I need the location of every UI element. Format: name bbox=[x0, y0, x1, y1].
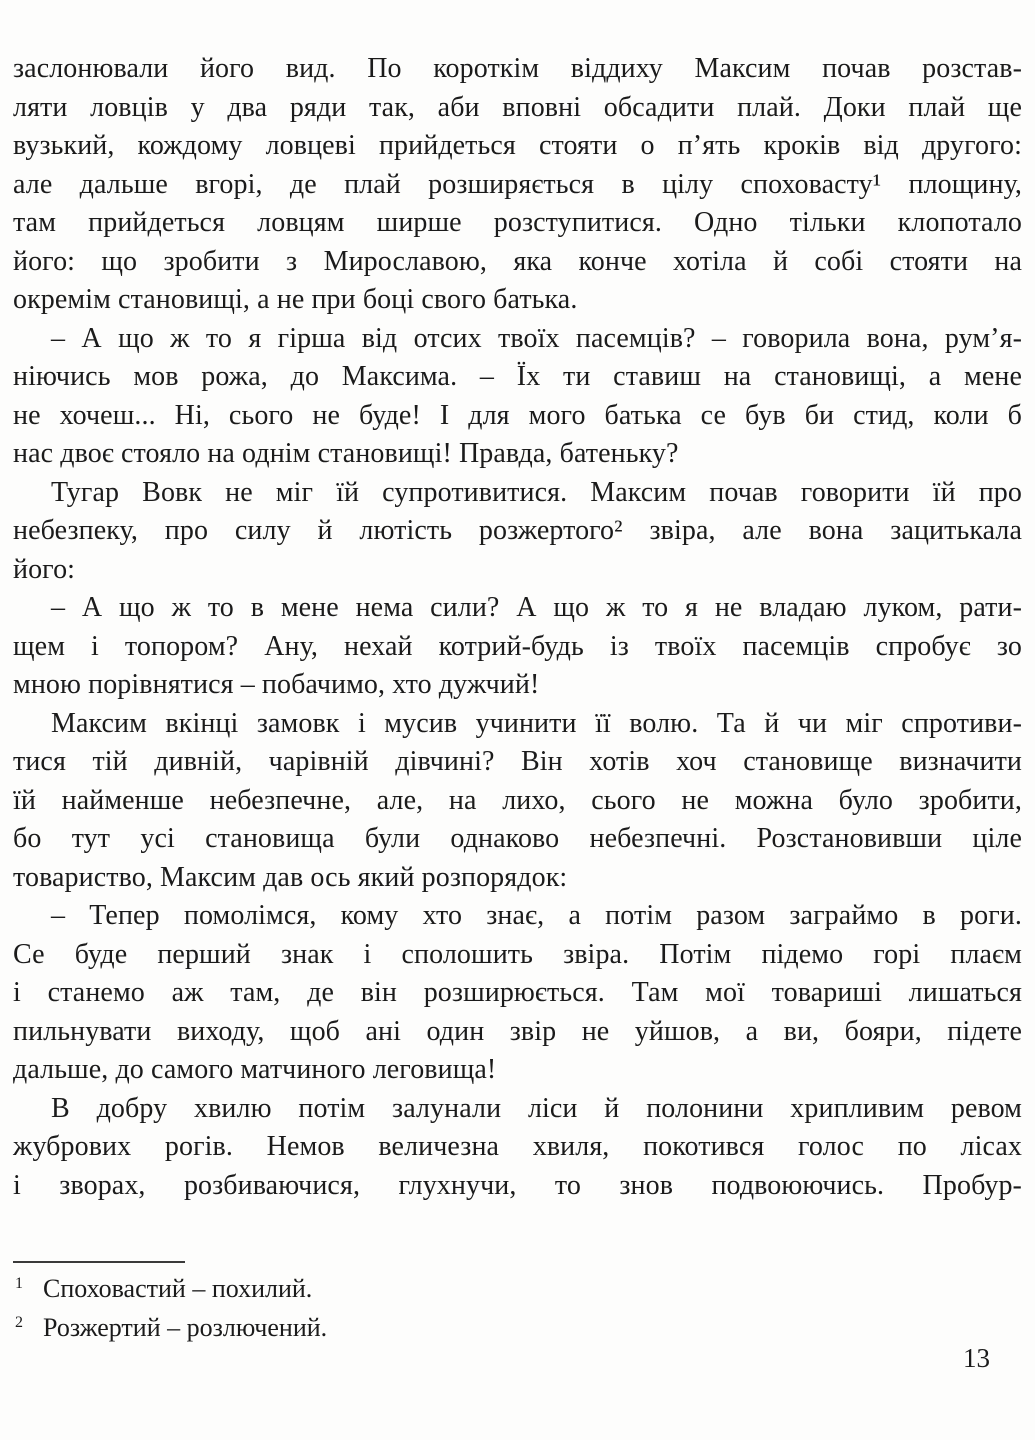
text-line: і зворах, розбиваючися, глухнучи, то знов подвоюючись. Пробур- bbox=[13, 1169, 1022, 1201]
text-line: їй найменше небезпечне, але, на лихо, сього не можна було зробити, bbox=[13, 784, 1022, 816]
text-line: В добру хвилю потім залунали ліси й полонини хрипливим ревом bbox=[51, 1092, 1022, 1124]
text-line: товариство, Максим дав ось який розпорядок: bbox=[13, 861, 568, 893]
text-line: заслонювали його вид. По короткім віддиху Максим почав розстав- bbox=[13, 53, 1022, 84]
text-line: Се буде перший знак і сполошить звіра. Потім підемо горі плаєм bbox=[13, 938, 1022, 970]
footnotes-section bbox=[13, 1261, 1022, 1349]
text-line: окремім становищі, а не при боці свого батька. bbox=[13, 284, 578, 315]
text-line: вузький, кождому ловцеві прийдеться стояти о п’ять кроків від другого: bbox=[13, 130, 1022, 161]
text-line: його: bbox=[13, 553, 76, 585]
footnote-item bbox=[13, 1310, 1022, 1349]
text-line: ляти ловців у два ряди так, аби вповні обсадити плай. Доки плай ще bbox=[13, 91, 1022, 123]
text-line: небезпеку, про силу й лютість розжертого² звіра, але вона зацитькала bbox=[13, 515, 1022, 546]
footnotes-list bbox=[13, 1271, 1022, 1349]
text-line: його: що зробити з Мирославою, яка конче хотіла й собі стояти на bbox=[13, 245, 1022, 277]
text-line: пильнувати виходу, щоб ані один звір не уйшов, а ви, бояри, підете bbox=[13, 1015, 1022, 1047]
text-line: ніючись мов рожа, до Максима. – Їх ти ставиш на становищі, а мене bbox=[13, 361, 1022, 392]
page-number: 13 bbox=[963, 1343, 990, 1373]
text-line: – Тепер помолімся, кому хто знає, а потім разом заграймо в роги. bbox=[51, 900, 1022, 931]
text-block bbox=[13, 50, 1022, 1205]
footnote-marker: 2 bbox=[15, 1314, 23, 1331]
footnote-divider bbox=[13, 1261, 185, 1263]
text-line: і станемо аж там, де він розширюється. Там мої товариші лишаться bbox=[13, 977, 1022, 1008]
text-line: там прийдеться ловцям ширше розступитися. Одно тільки клопотало bbox=[13, 207, 1022, 238]
text-line: Тугар Вовк не міг їй супротивитися. Максим почав говорити їй про bbox=[51, 476, 1022, 508]
text-line: не хочеш... Ні, сього не буде! І для мого батька се був би стид, коли б bbox=[13, 399, 1022, 431]
text-line: жубрових рогів. Немов величезна хвиля, покотився голос по лісах bbox=[13, 1131, 1022, 1162]
footnote-marker: 1 bbox=[15, 1275, 23, 1292]
text-line: щем і топором? Ану, нехай котрий-будь із твоїх пасемців спробує зо bbox=[13, 630, 1022, 662]
text-line: – А що ж то в мене нема сили? А що ж то я не владаю луком, рати- bbox=[51, 592, 1022, 623]
text-line: Максим вкінці замовк і мусив учинити її волю. Та й чи міг спротиви- bbox=[51, 707, 1022, 739]
text-line: тися тій дивній, чарівній дівчині? Він хотів хоч становище визначити bbox=[13, 746, 1022, 777]
text-line: але дальше вгорі, де плай розширяється в цілу споховасту¹ площину, bbox=[13, 168, 1022, 200]
footnote-item bbox=[13, 1271, 1022, 1310]
text-line: – А що ж то я гірша від отсих твоїх пасемців? – говорила вона, рум’я- bbox=[51, 322, 1022, 354]
footnote-text: Розжертий – розлючений. bbox=[43, 1313, 328, 1342]
footnote-text: Споховастий – похилий. bbox=[43, 1274, 313, 1303]
text-line: нас двоє стояло на однім становищі! Правда, батеньку? bbox=[13, 438, 679, 469]
text-line: мною порівнятися – побачимо, хто дужчий! bbox=[13, 669, 540, 700]
text-line: бо тут усі становища були однаково небезпечні. Розстановивши ціле bbox=[13, 823, 1022, 854]
text-line: дальше, до самого матчиного леговища! bbox=[13, 1054, 497, 1085]
